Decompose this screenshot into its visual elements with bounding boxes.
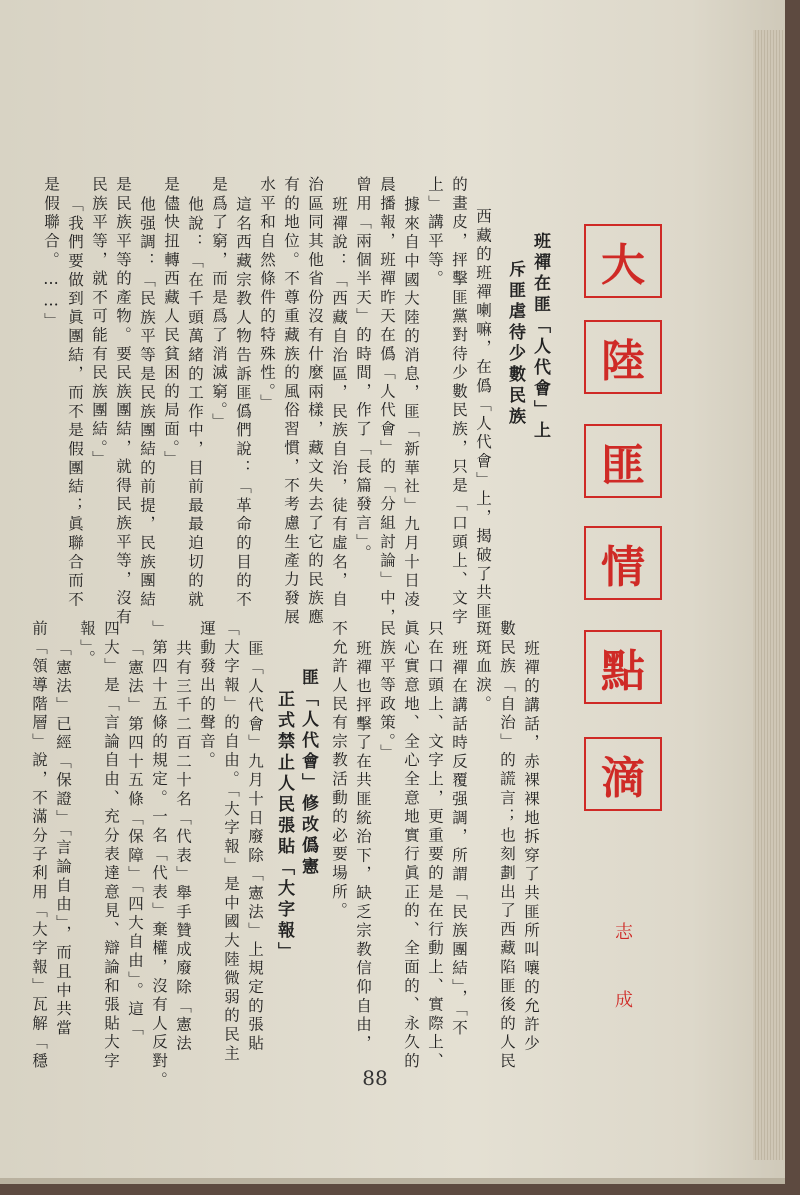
lower-text-column: 斑斑血淚。 <box>474 620 492 714</box>
lower-text-column: 四大」是「言論自由、充分表達意見、辯論和張貼大字 <box>102 620 120 1072</box>
lower-text-column: 匪「人代會」九月十日廢除「憲法」上規定的張貼 <box>246 640 264 1054</box>
upper-text-column: 治區同其他省份沒有什麼兩樣，藏文失去了它的民族應 <box>306 176 324 628</box>
upper-text-column: 這名西藏宗教人物告訴匪僞們說：「革命的目的不 <box>234 196 252 610</box>
title-char: 匪 <box>601 440 645 491</box>
lower-text-column: 班禪的講話，赤裸裸地拆穿了共匪所叫嚷的允許少 <box>522 640 540 1054</box>
upper-text-column: 是民族平等的產物。要民族團結，就得民族平等，沒有 <box>114 176 132 628</box>
upper-text-column: 是爲了窮，而是爲了消滅窮。」 <box>210 176 228 432</box>
lower-text-column: 前「領導階層」說，不滿分子利用「大字報」瓦解「穩 <box>30 620 48 1072</box>
upper-text-column: 「我們要做到眞團結，而不是假團結；眞聯合而不 <box>66 196 84 610</box>
title-char-box <box>584 630 662 704</box>
upper-text-column: 是儘快扭轉西藏人民貧困的局面。」 <box>162 176 180 470</box>
lower-heading-1: 匪「人代會」修改僞憲 <box>298 668 318 878</box>
lower-text-column: 民族平等政策。」 <box>378 620 396 763</box>
upper-text-column: 西藏的班禪喇嘛，在僞「人代會」上，揭破了共匪 <box>474 208 492 622</box>
lower-text-column: 「憲法」第四十五條「保障」「四大自由」。這「 <box>126 640 144 1039</box>
author-name-1: 志 <box>615 922 633 943</box>
lower-text-column: 共有三千二百二十名「代表」舉手贊成廢除「憲法 <box>174 640 192 1054</box>
title-char: 陸 <box>601 336 645 387</box>
upper-text-column: 有的地位。不尊重藏族的風俗習慣，不考慮生產力發展 <box>282 176 300 628</box>
title-char: 點 <box>601 646 645 697</box>
lower-text-column: 眞心實意地、全心全意地實行眞正的、全面的、永久的 <box>402 620 420 1072</box>
upper-heading-2: 斥匪虐待少數民族 <box>505 260 525 428</box>
upper-text-column: 上」講平等。 <box>426 176 444 289</box>
upper-text-column: 的畫皮，抨擊匪黨對待少數民族，只是「口頭上、文字 <box>450 176 468 628</box>
upper-text-column: 民族平等，就不可能有民族團結。」 <box>90 176 108 470</box>
lower-text-column: 「大字報」的自由。「大字報」是中國大陸微弱的民主 <box>222 620 240 1064</box>
lower-text-column: 「憲法」已經「保證」「言論自由」，而且中共當 <box>54 640 72 1039</box>
lower-text-column: 」第四十五條的規定。一名「代表」棄權，沒有人反對。 <box>150 620 168 1090</box>
title-char-box <box>584 224 662 298</box>
title-char: 大 <box>601 240 645 291</box>
lower-heading-2: 正式禁止人民張貼「大字報」 <box>274 690 294 963</box>
title-char: 情 <box>601 542 645 593</box>
upper-text-column: 晨播報，班禪昨天在僞「人代會」的「分組討論」中， <box>378 176 396 628</box>
lower-text-column: 只在口頭上、文字上，更重要的是在行動上、實際上、 <box>426 620 444 1072</box>
upper-text-column: 他强調：「民族平等是民族團結的前提，民族團結 <box>138 196 156 610</box>
upper-text-column: 據來自中國大陸的消息，匪「新華社」九月十日凌 <box>402 196 420 610</box>
title-char-box <box>584 526 662 600</box>
title-char-box <box>584 737 662 811</box>
lower-text-column: 報」。 <box>78 620 96 669</box>
upper-text-column: 班禪說：「西藏自治區，民族自治，徒有虛名，自 <box>330 196 348 610</box>
page-number: 88 <box>362 1066 388 1090</box>
lower-text-column: 數民族「自治」的謊言；也刻劃出了西藏陷匪後的人民 <box>498 620 516 1072</box>
title-char-box <box>584 424 662 498</box>
upper-text-column: 水平和自然條件的特殊性。」 <box>258 176 276 413</box>
upper-heading-1: 班禪在匪「人代會」上 <box>530 232 550 442</box>
page-edges <box>753 30 785 1160</box>
upper-text-column: 是假聯合。……」 <box>42 176 60 332</box>
lower-text-column: 班禪也抨擊了在共匪統治下，缺乏宗教信仰自由， <box>354 640 372 1054</box>
upper-text-column: 他說：「在千頭萬緒的工作中，目前最最迫切的就 <box>186 196 204 610</box>
title-char-box <box>584 320 662 394</box>
upper-text-column: 曾用「兩個半天」的時間，作了「長篇發言」。 <box>354 176 372 564</box>
author-name-2: 成 <box>615 990 633 1011</box>
lower-text-column: 運動發出的聲音。 <box>198 620 216 771</box>
title-char: 滴 <box>601 753 645 804</box>
lower-text-column: 不允許人民有宗教活動的必要場所。 <box>330 620 348 921</box>
lower-text-column: 班禪在講話時反覆强調，所謂「民族團結」，「不 <box>450 640 468 1039</box>
